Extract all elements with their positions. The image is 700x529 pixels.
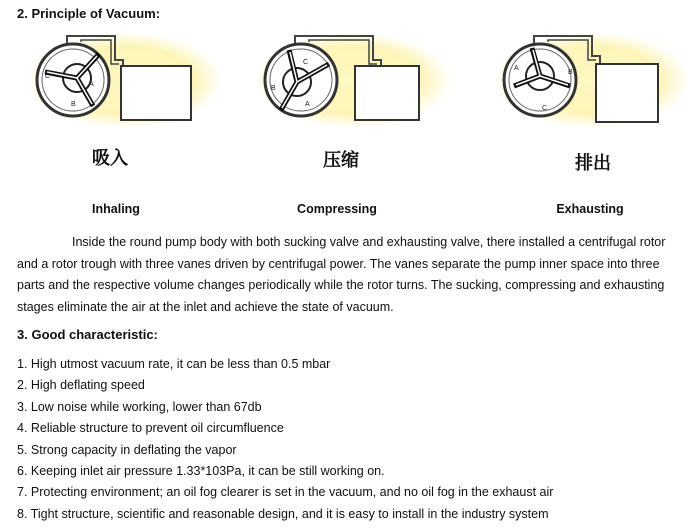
list-item: 5. Strong capacity in deflating the vapor — [17, 442, 237, 457]
list-item: 7. Protecting environment; an oil fog clearer is set in the vacuum, and no oil fog in the exhaust air — [17, 485, 554, 500]
compressing-pump-diagram — [253, 30, 453, 130]
chamber-label: A — [305, 101, 310, 108]
chamber-label: B — [71, 101, 76, 108]
chamber-label: C — [45, 73, 51, 80]
chamber-label: B — [568, 69, 573, 76]
principle-description — [17, 232, 685, 318]
compressing-caption: Compressing — [297, 202, 377, 216]
chamber-label: A — [89, 81, 94, 88]
chamber-label: C — [303, 59, 309, 66]
list-item: 3. Low noise while working, lower than 67db — [17, 399, 262, 414]
inhaling-caption: Inhaling — [92, 202, 140, 216]
exhausting-pump-diagram — [492, 30, 692, 130]
inhaling-chinese-label: 吸入 — [92, 148, 128, 169]
list-item: 8. Tight structure, scientific and reasonable design, and it is easy to install in the industry system — [17, 506, 549, 521]
compressing-chinese-label: 压缩 — [323, 150, 359, 171]
chamber-label: A — [514, 65, 519, 72]
list-item: 2. High deflating speed — [17, 378, 145, 393]
list-item: 4. Reliable structure to prevent oil circumfluence — [17, 421, 284, 436]
list-item: 1. High utmost vacuum rate, it can be less than 0.5 mbar — [17, 357, 331, 371]
inhaling-pump-diagram — [25, 30, 225, 130]
exhausting-caption: Exhausting — [556, 202, 624, 216]
principle-description-text: Inside the round pump body with both sucking valve and exhausting valve, there installed a centrifugal rotor and a rotor trough with three vanes driven by centrifugal power. The vanes separate the pump inner space into three parts and the respective volume changes periodically while the rotor turns. The sucking, compressing and exhausting stages eliminate the air at the inlet and achieve the state of vacuum. — [17, 235, 666, 314]
characteristics-list — [17, 354, 553, 525]
section-2-heading: 2. Principle of Vacuum: — [17, 6, 161, 21]
exhausting-chinese-label: 排出 — [575, 153, 611, 174]
chamber-label: C — [542, 105, 548, 112]
chamber-label: B — [271, 85, 276, 92]
section-3-heading: 3. Good characteristic: — [17, 327, 158, 342]
list-item: 6. Keeping inlet air pressure 1.33*103Pa, it can be still working on. — [17, 463, 385, 478]
